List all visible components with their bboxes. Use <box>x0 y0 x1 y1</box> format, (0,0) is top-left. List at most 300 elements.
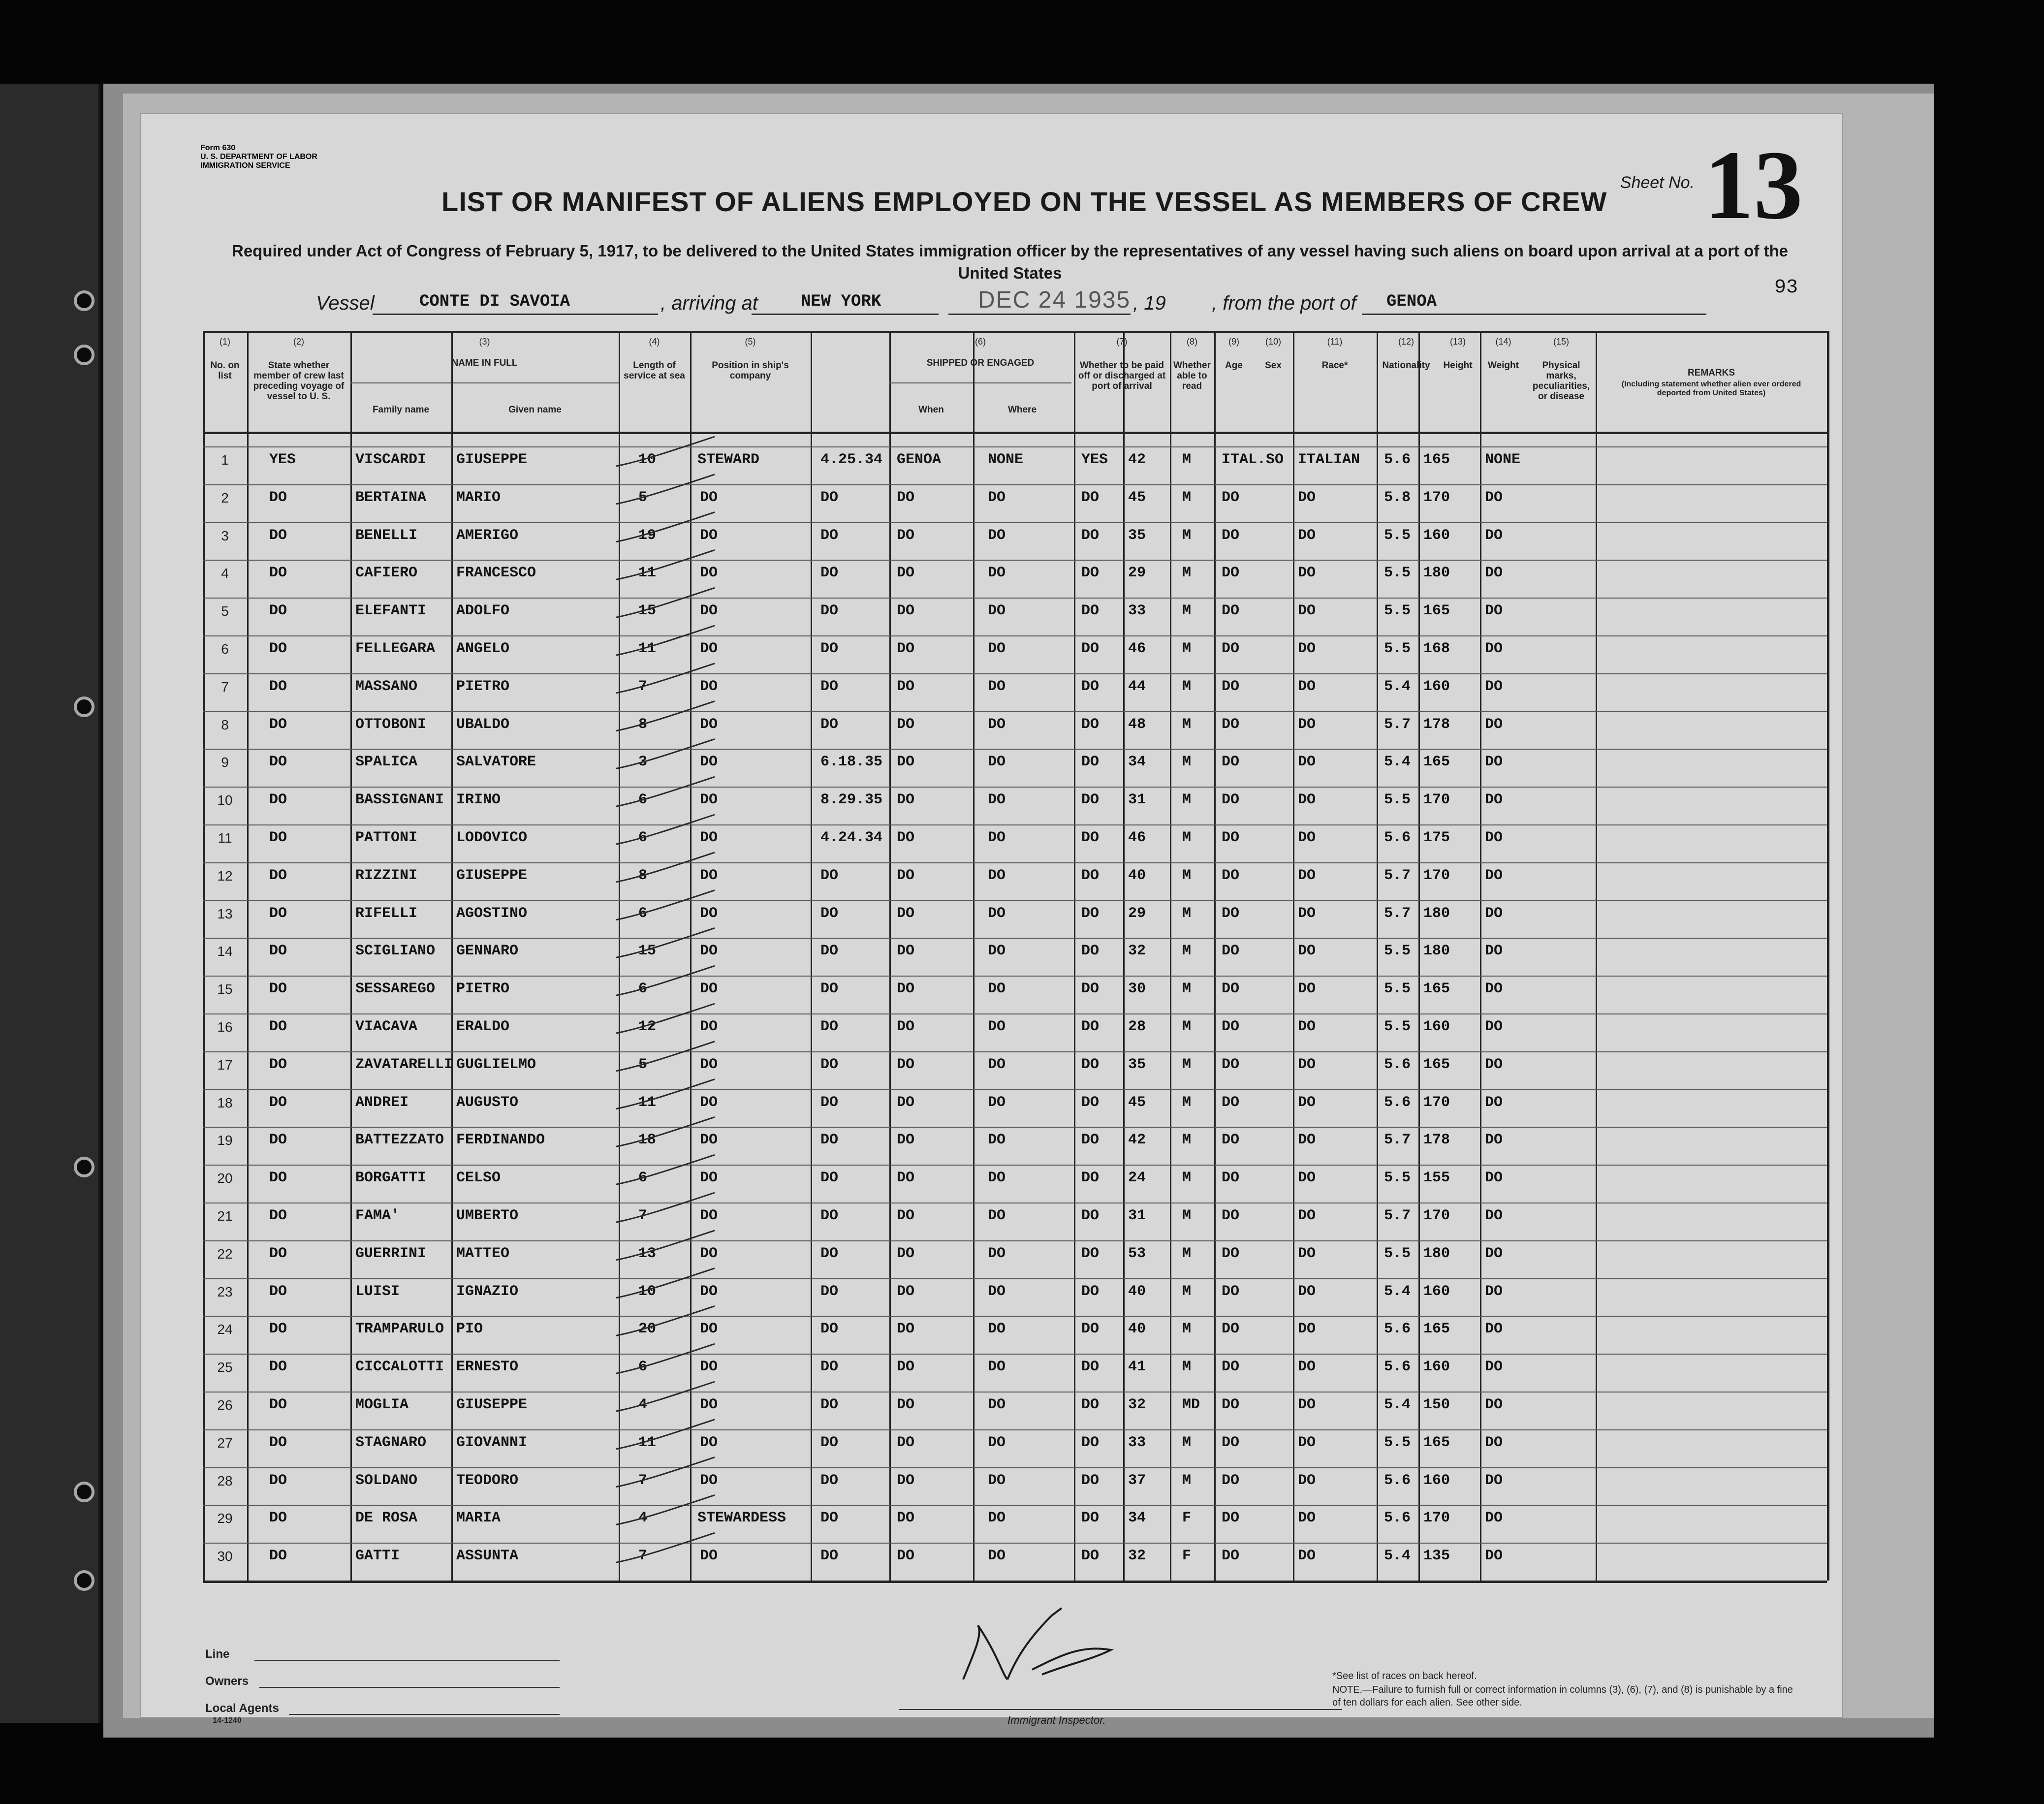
physical-marks-cell: DO <box>1485 829 1503 846</box>
weight-cell: 160 <box>1423 1472 1450 1489</box>
weight-cell: 165 <box>1423 981 1450 998</box>
sex-cell: M <box>1182 1434 1192 1451</box>
service-length-cell: 7 <box>638 1548 648 1565</box>
age-cell: 34 <box>1128 754 1146 771</box>
given-name-cell: IRINO <box>456 791 501 809</box>
family-name-cell: ANDREI <box>355 1094 409 1111</box>
sex-cell: M <box>1182 451 1192 468</box>
family-name-cell: GUERRINI <box>355 1245 427 1262</box>
pencil-tick <box>616 739 715 771</box>
pencil-tick <box>616 437 715 466</box>
given-name-cell: PIETRO <box>456 981 510 998</box>
position-cell: DO <box>700 1018 718 1035</box>
arriving-port: NEW YORK <box>801 292 881 311</box>
pencil-tick <box>616 1079 715 1109</box>
race-cell: DO <box>1222 716 1240 733</box>
race-cell: ITAL.SO <box>1222 451 1284 468</box>
pencil-tick <box>616 1155 715 1187</box>
physical-marks-cell: DO <box>1485 791 1503 809</box>
pencil-tick <box>616 1042 715 1071</box>
position-cell: DO <box>700 981 718 998</box>
able-to-read-cell: DO <box>1081 1359 1100 1376</box>
nationality-cell: DO <box>1298 1245 1316 1262</box>
pencil-tick <box>616 1495 715 1527</box>
race-cell: DO <box>1222 678 1240 695</box>
position-cell: DO <box>700 754 718 771</box>
pencil-tick <box>616 777 715 809</box>
column-divider <box>1480 331 1481 1581</box>
given-name-cell: TEODORO <box>456 1472 519 1489</box>
sex-cell: M <box>1182 1283 1192 1300</box>
shipped-when-cell: DO <box>820 1510 839 1527</box>
column-header: State whether member of crew last preceding voyage of vessel to U. S. <box>253 360 345 402</box>
row-rule <box>203 598 1827 599</box>
row-number: 30 <box>217 1549 233 1564</box>
paid-off-cell: DO <box>988 1207 1006 1224</box>
inspector-signature <box>904 1596 1199 1709</box>
row-rule <box>203 749 1827 750</box>
paid-off-cell: DO <box>988 1359 1006 1376</box>
column-divider <box>247 331 249 1581</box>
family-name-cell: GATTI <box>355 1548 400 1565</box>
column-header: NAME IN FULL <box>451 358 518 368</box>
column-number: (14) <box>1495 337 1511 347</box>
pencil-tick <box>616 664 715 693</box>
paid-off-cell: DO <box>988 1094 1006 1111</box>
family-name-cell: FAMA' <box>355 1207 400 1224</box>
able-to-read-cell: DO <box>1081 867 1100 884</box>
height-cell: 5.5 <box>1384 602 1411 620</box>
shipped-where-cell: DO <box>897 1359 915 1376</box>
paid-off-cell: DO <box>988 1548 1006 1565</box>
arriving-label: , arriving at <box>660 292 758 314</box>
position-cell: DO <box>700 905 718 922</box>
row-number: 11 <box>218 830 232 846</box>
row-rule <box>203 1505 1827 1506</box>
column-header: Position in ship's company <box>712 360 789 381</box>
family-name-cell: MOGLIA <box>355 1396 409 1413</box>
shipped-when-cell: DO <box>820 981 839 998</box>
binder-hole <box>74 345 94 365</box>
shipped-when-cell: 8.29.35 <box>820 791 883 809</box>
given-name-cell: GIOVANNI <box>456 1434 528 1451</box>
paid-off-cell: DO <box>988 1170 1006 1187</box>
shipped-when-cell: DO <box>820 943 839 960</box>
age-cell: 32 <box>1128 1396 1146 1413</box>
nationality-cell: DO <box>1298 1056 1316 1073</box>
nationality-cell: DO <box>1298 1548 1316 1565</box>
form-identifier <box>200 144 317 170</box>
able-to-read-cell: DO <box>1081 716 1100 733</box>
physical-marks-cell: DO <box>1485 1548 1503 1565</box>
shipped-where-cell: DO <box>897 1056 915 1073</box>
service-length-cell: 11 <box>638 1094 657 1111</box>
row-rule <box>203 1543 1827 1544</box>
able-to-read-cell: DO <box>1081 754 1100 771</box>
column-header: Length of service at sea <box>624 360 685 381</box>
family-name-cell: BATTEZZATO <box>355 1132 444 1149</box>
height-cell: 5.5 <box>1384 981 1411 998</box>
prev-voyage-cell: DO <box>269 981 287 998</box>
position-cell: DO <box>700 943 718 960</box>
age-cell: 40 <box>1128 1283 1146 1300</box>
pencil-tick <box>616 1193 715 1222</box>
shipped-when-cell: DO <box>820 565 839 582</box>
family-name-cell: PATTONI <box>355 829 418 846</box>
physical-marks-cell: NONE <box>1485 451 1521 468</box>
shipped-when-cell: DO <box>820 1359 839 1376</box>
nationality-cell: DO <box>1298 678 1316 695</box>
local-agents-label: Local Agents <box>205 1702 279 1715</box>
prev-voyage-cell: DO <box>269 1510 287 1527</box>
position-cell: DO <box>700 1434 718 1451</box>
pencil-tick <box>616 550 715 582</box>
service-length-cell: 11 <box>638 640 657 657</box>
column-subheader: Family name <box>372 405 430 415</box>
paid-off-cell: DO <box>988 489 1006 506</box>
prev-voyage-cell: DO <box>269 1094 287 1111</box>
row-number: 16 <box>217 1019 233 1035</box>
weight-cell: 160 <box>1423 1359 1450 1376</box>
sex-cell: M <box>1182 1132 1192 1149</box>
prev-voyage-cell: DO <box>269 905 287 922</box>
race-cell: DO <box>1222 754 1240 771</box>
given-name-cell: GIUSEPPE <box>456 451 528 468</box>
column-divider <box>811 331 812 1581</box>
position-cell: DO <box>700 678 718 695</box>
shipped-when-cell: DO <box>820 640 839 657</box>
prev-voyage-cell: DO <box>269 1321 287 1338</box>
age-cell: 37 <box>1128 1472 1146 1489</box>
age-cell: 44 <box>1128 678 1146 695</box>
row-rule <box>203 522 1827 523</box>
paid-off-cell: DO <box>988 905 1006 922</box>
sheet-number: 13 <box>1704 131 1803 240</box>
weight-cell: 165 <box>1423 451 1450 468</box>
weight-cell: 180 <box>1423 943 1450 960</box>
row-number: 26 <box>217 1397 233 1413</box>
physical-marks-cell: DO <box>1485 1283 1503 1300</box>
sex-cell: M <box>1182 1245 1192 1262</box>
shipped-where-cell: DO <box>897 678 915 695</box>
penalty-note: NOTE.—Failure to furnish full or correct information in columns (3), (6), (7), and (8) is punishable by a fine of ten dollars for each alien. See other side. <box>1332 1684 1793 1708</box>
family-name-cell: CICCALOTTI <box>355 1359 444 1376</box>
column-number: (12) <box>1398 337 1414 347</box>
race-cell: DO <box>1222 943 1240 960</box>
position-cell: DO <box>700 640 718 657</box>
shipped-where-cell: DO <box>897 943 915 960</box>
row-rule <box>203 938 1827 939</box>
paid-off-cell: DO <box>988 640 1006 657</box>
weight-cell: 180 <box>1423 905 1450 922</box>
page-count: 93 <box>1774 277 1798 299</box>
service-length-cell: 13 <box>638 1245 657 1262</box>
service-length-cell: 6 <box>638 791 648 809</box>
given-name-cell: PIETRO <box>456 678 510 695</box>
page-subtitle: Required under Act of Congress of February 5, 1917, to be delivered to the United States immigration officer by the representatives of any vessel having such aliens on board upon arrival at a port of the United States <box>231 242 1788 282</box>
shipped-where-cell: DO <box>897 602 915 620</box>
prev-voyage-cell: DO <box>269 1207 287 1224</box>
column-header: Physical marks, peculiarities, or disease <box>1532 360 1590 402</box>
row-rule <box>203 1089 1827 1090</box>
age-cell: 31 <box>1128 1207 1146 1224</box>
family-name-cell: BENELLI <box>355 527 418 544</box>
subheader-rule <box>889 382 1071 383</box>
service-length-cell: 15 <box>638 943 657 960</box>
able-to-read-cell: DO <box>1081 1283 1100 1300</box>
column-number: (15) <box>1553 337 1569 347</box>
column-header: Nationality <box>1382 360 1430 371</box>
shipped-when-cell: 4.25.34 <box>820 451 883 468</box>
column-number: (9) <box>1228 337 1239 347</box>
weight-cell: 160 <box>1423 527 1450 544</box>
pencil-tick <box>616 966 715 998</box>
pencil-tick <box>616 1004 715 1033</box>
physical-marks-cell: DO <box>1485 1434 1503 1451</box>
column-header: Whether able to read <box>1173 360 1211 391</box>
service-length-cell: 7 <box>638 1472 648 1489</box>
pencil-tick-marks <box>606 331 803 1581</box>
column-number: (13) <box>1449 337 1466 347</box>
family-name-cell: DE ROSA <box>355 1510 418 1527</box>
given-name-cell: GENNARO <box>456 943 519 960</box>
sex-cell: M <box>1182 716 1192 733</box>
nationality-cell: DO <box>1298 565 1316 582</box>
pencil-tick <box>616 1420 715 1449</box>
pencil-tick <box>616 1457 715 1487</box>
sex-cell: F <box>1182 1548 1192 1565</box>
given-name-cell: GUGLIELMO <box>456 1056 536 1073</box>
column-header: Height <box>1443 360 1473 371</box>
column-divider <box>973 331 975 1581</box>
row-number: 3 <box>221 528 229 543</box>
able-to-read-cell: DO <box>1081 1321 1100 1338</box>
row-rule <box>203 787 1827 788</box>
shipped-where-cell: DO <box>897 905 915 922</box>
sex-cell: M <box>1182 981 1192 998</box>
able-to-read-cell: DO <box>1081 640 1100 657</box>
pencil-tick <box>616 626 715 655</box>
race-cell: DO <box>1222 1472 1240 1489</box>
pencil-tick <box>616 853 715 882</box>
able-to-read-cell: DO <box>1081 1207 1100 1224</box>
prev-voyage-cell: DO <box>269 943 287 960</box>
pencil-tick <box>616 928 715 960</box>
prev-voyage-cell: YES <box>269 451 296 468</box>
weight-cell: 165 <box>1423 1056 1450 1073</box>
weight-cell: 170 <box>1423 791 1450 809</box>
shipped-when-cell: DO <box>820 1170 839 1187</box>
shipped-where-cell: DO <box>897 791 915 809</box>
row-number: 4 <box>221 566 229 581</box>
service-length-cell: 12 <box>638 1018 657 1035</box>
prev-voyage-cell: DO <box>269 1018 287 1035</box>
sex-cell: M <box>1182 829 1192 846</box>
height-cell: 5.7 <box>1384 905 1411 922</box>
service-length-cell: 11 <box>638 1434 657 1451</box>
service-length-cell: 7 <box>638 678 648 695</box>
service-length-cell: 19 <box>638 527 657 544</box>
given-name-cell: CELSO <box>456 1170 501 1187</box>
shipped-where-cell: DO <box>897 1094 915 1111</box>
physical-marks-cell: DO <box>1485 1207 1503 1224</box>
given-name-cell: AMERIGO <box>456 527 519 544</box>
shipped-where-cell: DO <box>897 981 915 998</box>
date-stamp: DEC 24 1935 <box>978 287 1131 313</box>
position-cell: DO <box>700 716 718 733</box>
age-cell: 34 <box>1128 1510 1146 1527</box>
prev-voyage-cell: DO <box>269 1132 287 1149</box>
row-number: 14 <box>217 944 233 959</box>
nationality-cell: DO <box>1298 829 1316 846</box>
nationality-cell: DO <box>1298 1434 1316 1451</box>
physical-marks-cell: DO <box>1485 1245 1503 1262</box>
given-name-cell: ANGELO <box>456 640 510 657</box>
family-name-cell: FELLEGARA <box>355 640 436 657</box>
prev-voyage-cell: DO <box>269 867 287 884</box>
paid-off-cell: DO <box>988 1283 1006 1300</box>
row-number: 2 <box>221 490 229 506</box>
sex-cell: M <box>1182 1472 1192 1489</box>
row-rule <box>203 1354 1827 1355</box>
service-length-cell: 10 <box>638 1283 657 1300</box>
row-rule <box>203 900 1827 901</box>
shipped-where-cell: DO <box>897 565 915 582</box>
sex-cell: M <box>1182 1207 1192 1224</box>
service-name: IMMIGRATION SERVICE <box>200 161 290 170</box>
family-name-cell: RIFELLI <box>355 905 418 922</box>
binder-hole <box>74 1157 94 1177</box>
paid-off-cell: DO <box>988 1056 1006 1073</box>
column-header: Weight <box>1488 360 1519 371</box>
weight-cell: 180 <box>1423 1245 1450 1262</box>
weight-cell: 160 <box>1423 678 1450 695</box>
service-length-cell: 6 <box>638 905 648 922</box>
paid-off-cell: DO <box>988 943 1006 960</box>
binder-edge <box>0 84 101 1723</box>
row-number: 17 <box>217 1057 233 1073</box>
prev-voyage-cell: DO <box>269 791 287 809</box>
shipped-where-cell: DO <box>897 1396 915 1413</box>
shipped-when-cell: 6.18.35 <box>820 754 883 771</box>
weight-cell: 168 <box>1423 640 1450 657</box>
prev-voyage-cell: DO <box>269 1548 287 1565</box>
shipped-when-cell: DO <box>820 1207 839 1224</box>
given-name-cell: ASSUNTA <box>456 1548 519 1565</box>
column-divider <box>1596 331 1597 1581</box>
race-cell: DO <box>1222 905 1240 922</box>
weight-cell: 160 <box>1423 1283 1450 1300</box>
weight-cell: 165 <box>1423 1321 1450 1338</box>
given-name-cell: GIUSEPPE <box>456 1396 528 1413</box>
row-number: 6 <box>221 641 229 657</box>
sex-cell: M <box>1182 602 1192 620</box>
race-cell: DO <box>1222 1056 1240 1073</box>
race-cell: DO <box>1222 981 1240 998</box>
race-cell: DO <box>1222 829 1240 846</box>
able-to-read-cell: DO <box>1081 1094 1100 1111</box>
row-number: 7 <box>221 679 229 695</box>
race-cell: DO <box>1222 1548 1240 1565</box>
given-name-cell: UMBERTO <box>456 1207 519 1224</box>
column-divider <box>1293 331 1294 1581</box>
service-length-cell: 4 <box>638 1510 648 1527</box>
row-number: 19 <box>217 1133 233 1148</box>
shipped-when-cell: DO <box>820 1132 839 1149</box>
weight-cell: 170 <box>1423 489 1450 506</box>
paid-off-cell: DO <box>988 678 1006 695</box>
able-to-read-cell: DO <box>1081 1396 1100 1413</box>
shipped-where-cell: DO <box>897 1472 915 1489</box>
service-length-cell: 5 <box>638 1056 648 1073</box>
height-cell: 5.4 <box>1384 678 1411 695</box>
sex-cell: M <box>1182 754 1192 771</box>
able-to-read-cell: DO <box>1081 1170 1100 1187</box>
sex-cell: M <box>1182 905 1192 922</box>
position-cell: DO <box>700 1283 718 1300</box>
paid-off-cell: DO <box>988 754 1006 771</box>
row-rule <box>203 1165 1827 1166</box>
shipped-when-cell: DO <box>820 1056 839 1073</box>
row-number: 12 <box>217 868 233 884</box>
column-divider <box>350 331 352 1581</box>
age-cell: 46 <box>1128 829 1146 846</box>
column-header: Race* <box>1321 360 1348 371</box>
height-cell: 5.5 <box>1384 527 1411 544</box>
row-rule <box>203 1392 1827 1393</box>
row-rule <box>203 1013 1827 1014</box>
vessel-label: Vessel <box>316 292 375 314</box>
weight-cell: 178 <box>1423 1132 1450 1149</box>
paid-off-cell: DO <box>988 1132 1006 1149</box>
row-rule <box>203 1316 1827 1317</box>
shipped-when-cell: 4.24.34 <box>820 829 883 846</box>
age-cell: 24 <box>1128 1170 1146 1187</box>
nationality-cell: DO <box>1298 1094 1316 1111</box>
race-cell: DO <box>1222 489 1240 506</box>
able-to-read-cell: DO <box>1081 565 1100 582</box>
shipped-where-cell: DO <box>897 754 915 771</box>
race-cell: DO <box>1222 867 1240 884</box>
family-name-cell: STAGNARO <box>355 1434 427 1451</box>
sex-cell: M <box>1182 565 1192 582</box>
sex-cell: M <box>1182 1094 1192 1111</box>
physical-marks-cell: DO <box>1485 1132 1503 1149</box>
shipped-where-cell: DO <box>897 716 915 733</box>
age-cell: 40 <box>1128 1321 1146 1338</box>
sex-cell: MD <box>1182 1396 1200 1413</box>
height-cell: 5.5 <box>1384 943 1411 960</box>
age-cell: 45 <box>1128 1094 1146 1111</box>
height-cell: 5.6 <box>1384 1056 1411 1073</box>
position-cell: DO <box>700 1207 718 1224</box>
able-to-read-cell: DO <box>1081 489 1100 506</box>
height-cell: 5.6 <box>1384 829 1411 846</box>
prev-voyage-cell: DO <box>269 489 287 506</box>
able-to-read-cell: DO <box>1081 905 1100 922</box>
position-cell: DO <box>700 791 718 809</box>
family-name-cell: BERTAINA <box>355 489 427 506</box>
nationality-cell: ITALIAN <box>1298 451 1360 468</box>
age-cell: 35 <box>1128 1056 1146 1073</box>
row-rule <box>203 673 1827 674</box>
binder-hole <box>74 290 94 311</box>
row-number: 8 <box>221 717 229 732</box>
column-number: (4) <box>649 337 660 347</box>
service-length-cell: 11 <box>638 565 657 582</box>
shipped-where-cell: DO <box>897 489 915 506</box>
given-name-cell: MARIA <box>456 1510 501 1527</box>
